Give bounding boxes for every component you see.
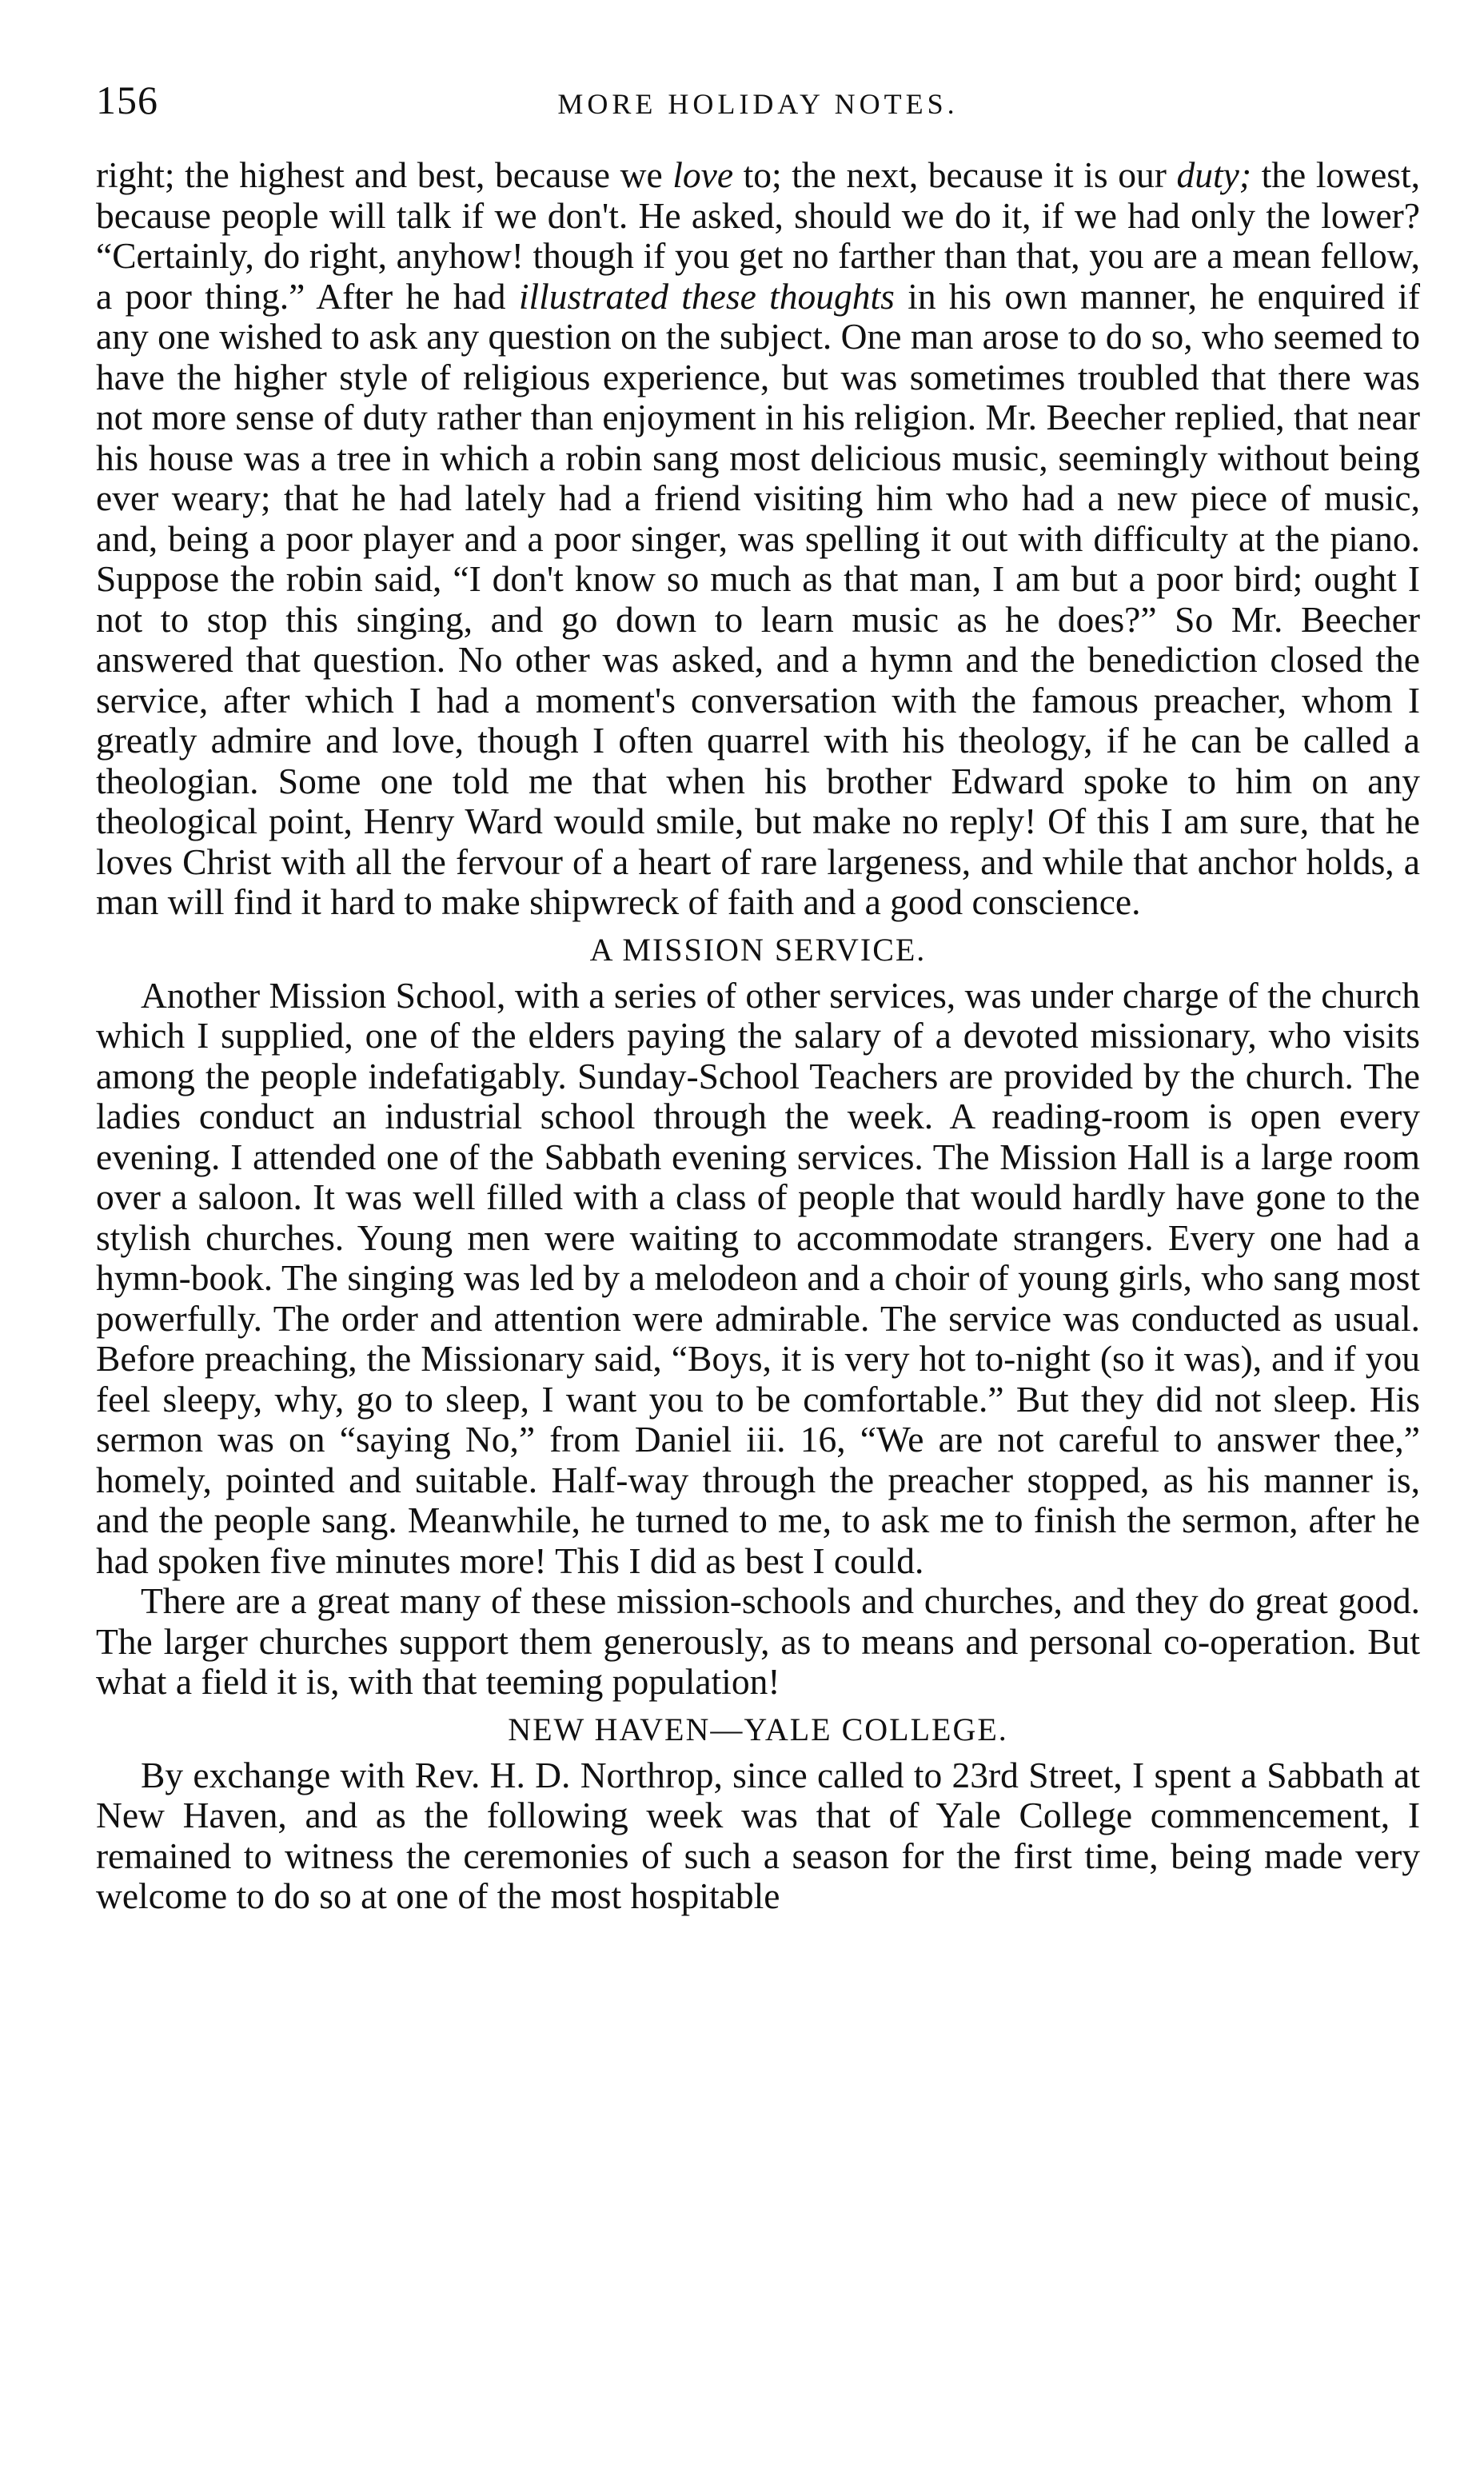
italic-run: illustrated these thoughts [518, 275, 895, 317]
section-heading-new-haven: NEW HAVEN—YALE COLLEGE. [508, 1711, 1008, 1747]
paragraph-mission-school: Another Mission School, with a series of other services, was under charge of the church which I supplied, one of the elders paying the salary of a devoted missionary, who visits among the people indefatigably. Sunday-School Teachers are provided by the church. The ladies conduct an industrial school through the week. A reading-room is open every evening. I attended one of the Sabbath evening services. The Mission Hall is a large room over a saloon. It was well filled with a class of people that would hardly have gone to the stylish churches. Young men were waiting to accommodate strangers. Every one had a hymn-book. The singing was led by a melodeon and a choir of young girls, who sang most powerfully. The order and attention were admirable. The service was conducted as usual. Before preaching, the Missionary said, “Boys, it is very hot to-night (so it was), and if you feel sleepy, why, go to sleep, I want you to be comfortable.” But they did not sleep. His sermon was on “saying No,” from Daniel iii. 16, “We are not careful to answer thee,” homely, pointed and suitable. Half-way through the preacher stopped, as his manner is, and the people sang. Meanwhile, he turned to me, to ask me to finish the sermon, after he had spoken five minutes more! This I did as best I could. [96, 974, 1420, 1581]
book-page [96, 77, 1420, 1917]
section-heading-mission-service: A MISSION SERVICE. [589, 931, 927, 968]
page-number: 156 [96, 78, 158, 122]
text-run: right; the highest and best, because we [96, 154, 673, 195]
italic-run: love [672, 154, 734, 195]
paragraph-new-haven: By exchange with Rev. H. D. Northrop, since called to 23rd Street, I spent a Sabbath at New Haven, and as the following week was that of Yale College commencement, I remained to witness the ceremonies of such a season for the first time, being made very welcome to do so at one of the most hospitable [96, 1754, 1420, 1916]
page-header [96, 77, 1420, 133]
text-run: the lowest, because people will talk if we don't. He asked, should we do it, if we had only the lower? “Certainly, do right, anyhow! though if you get no farther than that, you are a mean fellow, a poor thing.” After he had [96, 154, 1420, 317]
paragraph-mission-churches: There are a great many of these mission-schools and churches, and they do great good. The larger churches support them generously, as to means and personal co-operation. But what a field it is, with that teeming population! [96, 1580, 1420, 1702]
running-title: MORE HOLIDAY NOTES. [557, 88, 959, 120]
text-run: in his own manner, he enquired if any one wished to ask any question on the subject. One man arose to do so, who seemed to have the higher style of religious experience, but was sometimes troubled that there was not more sense of duty rather than enjoyment in his religion. Mr. Beecher replied, that near his house was a tree in which a robin sang most delicious music, seemingly without being ever weary; that he had lately had a friend visiting him who had a new piece of music, and, being a poor player and a poor singer, was spelling it out with difficulty at the piano. Suppose the robin said, “I don't know so much as that man, I am but a poor bird; ought I not to stop this singing, and go down to learn music as he does?” So Mr. Beecher answered that question. No other was asked, and a hymn and the benediction closed the service, after which I had a moment's conversation with the famous preacher, whom I greatly admire and love, though I often quarrel with his theology, if he can be called a theologian. Some one told me that when his brother Edward spoke to him on any theological point, Henry Ward would smile, but make no reply! Of this I am sure, that he loves Christ with all the fervour of a heart of rare largeness, and while that anchor holds, a man will find it hard to make shipwreck of faith and a good conscience. [96, 275, 1421, 922]
paragraph-beecher [96, 155, 1420, 923]
italic-run: duty; [1176, 154, 1252, 195]
text-run: to; the next, because it is our [733, 154, 1177, 195]
